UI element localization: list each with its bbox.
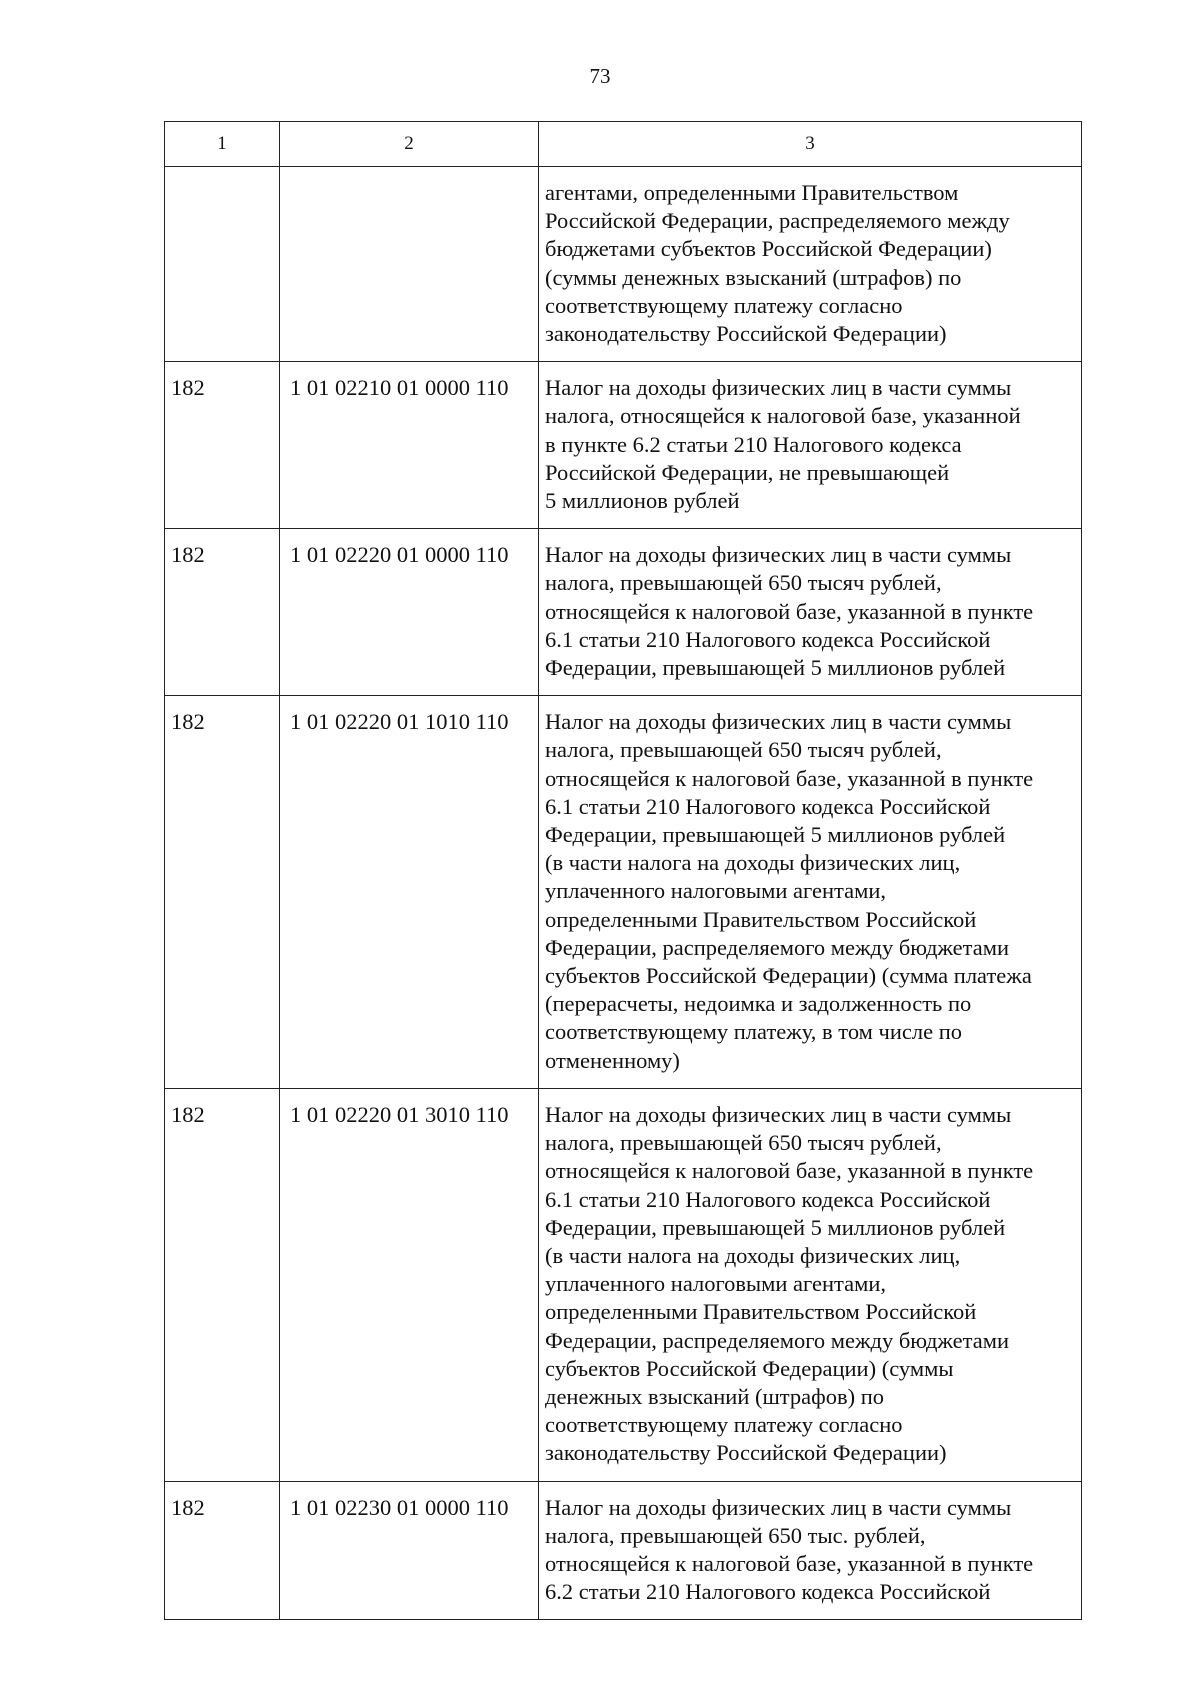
description-line: Налог на доходы физических лиц в части суммы <box>545 375 1012 401</box>
description-line: отмененному) <box>545 1047 680 1073</box>
description-line: Федерации, превышающей 5 миллионов рублей <box>545 822 1006 848</box>
admin-code-cell <box>165 167 280 362</box>
description-line: 6.1 статьи 210 Налогового кодекса Российской <box>545 793 991 819</box>
description-line: налога, относящейся к налоговой базе, указанной <box>545 403 1021 429</box>
description-line: Федерации, превышающей 5 миллионов рублей <box>545 1214 1006 1240</box>
description-line: Налог на доходы физических лиц в части суммы <box>545 709 1012 735</box>
description-line: относящейся к налоговой базе, указанной в пункте <box>545 765 1034 791</box>
budget-code-cell: 1 01 02230 01 0000 110 <box>280 1481 539 1620</box>
description-line: субъектов Российской Федерации) (сумма платежа <box>545 963 1032 989</box>
description-line: Российской Федерации, не превышающей <box>545 459 950 485</box>
description-line: законодательству Российской Федерации) <box>545 1440 947 1466</box>
description-line: 6.1 статьи 210 Налогового кодекса Российской <box>545 1186 991 1212</box>
description-line: определенными Правительством Российской <box>545 1299 977 1325</box>
budget-code-cell <box>280 167 539 362</box>
table-header-row <box>165 122 1082 167</box>
description-line: субъектов Российской Федерации) (суммы <box>545 1355 954 1381</box>
description-line: 5 миллионов рублей <box>545 488 740 514</box>
description-line: законодательству Российской Федерации) <box>545 321 947 347</box>
description-line: (перерасчеты, недоимка и задолженность по <box>545 991 972 1017</box>
description-line: агентами, определенными Правительством <box>545 180 959 205</box>
description-line: относящейся к налоговой базе, указанной в пункте <box>545 1550 1034 1576</box>
description-cell <box>539 1481 1082 1620</box>
description-line: Российской Федерации, распределяемого между <box>545 208 1010 234</box>
description-line: Федерации, превышающей 5 миллионов рублей <box>545 655 1006 681</box>
description-line: соответствующему платежу согласно <box>545 292 903 318</box>
table-row <box>165 362 1082 529</box>
table-row <box>165 529 1082 696</box>
description-line: соответствующему платежу, в том числе по <box>545 1019 962 1045</box>
description-cell <box>539 529 1082 696</box>
description-line: Федерации, распределяемого между бюджетами <box>545 934 1010 960</box>
admin-code-cell: 182 <box>165 529 280 696</box>
description-line: (в части налога на доходы физических лиц, <box>545 1242 961 1268</box>
table-row <box>165 167 1082 362</box>
admin-code-cell: 182 <box>165 1481 280 1620</box>
description-line: налога, превышающей 650 тысяч рублей, <box>545 737 942 763</box>
table-row <box>165 1088 1082 1481</box>
description-line: денежных взысканий (штрафов) по <box>545 1383 885 1409</box>
description-cell <box>539 1088 1082 1481</box>
description-line: Федерации, распределяемого между бюджетами <box>545 1327 1010 1353</box>
budget-code-cell: 1 01 02220 01 1010 110 <box>280 696 539 1089</box>
column-header-1: 1 <box>165 122 280 167</box>
admin-code-cell: 182 <box>165 696 280 1089</box>
column-header-3: 3 <box>539 122 1082 167</box>
description-line: налога, превышающей 650 тысяч рублей, <box>545 570 942 596</box>
budget-classification-table <box>164 121 1082 1620</box>
budget-code-cell: 1 01 02210 01 0000 110 <box>280 362 539 529</box>
budget-code-cell: 1 01 02220 01 0000 110 <box>280 529 539 696</box>
description-line: уплаченного налоговыми агентами, <box>545 1271 886 1297</box>
table-body <box>165 167 1082 1620</box>
description-line: 6.2 статьи 210 Налогового кодекса Российской <box>545 1579 991 1605</box>
table-row <box>165 696 1082 1089</box>
description-line: Налог на доходы физических лиц в части суммы <box>545 542 1012 568</box>
budget-code-cell: 1 01 02220 01 3010 110 <box>280 1088 539 1481</box>
description-line: определенными Правительством Российской <box>545 906 977 932</box>
admin-code-cell: 182 <box>165 362 280 529</box>
description-line: налога, превышающей 650 тысяч рублей, <box>545 1130 942 1156</box>
description-cell <box>539 167 1082 362</box>
description-line: налога, превышающей 650 тыс. рублей, <box>545 1522 926 1548</box>
description-line: бюджетами субъектов Российской Федерации) <box>545 236 992 262</box>
description-line: относящейся к налоговой базе, указанной в пункте <box>545 598 1034 624</box>
description-line: Налог на доходы физических лиц в части суммы <box>545 1494 1012 1520</box>
admin-code-cell: 182 <box>165 1088 280 1481</box>
description-line: уплаченного налоговыми агентами, <box>545 878 886 904</box>
description-line: относящейся к налоговой базе, указанной в пункте <box>545 1158 1034 1184</box>
page-number: 73 <box>589 64 611 88</box>
description-line: соответствующему платежу согласно <box>545 1412 903 1438</box>
description-line: (суммы денежных взысканий (штрафов) по <box>545 264 962 290</box>
table-row <box>165 1481 1082 1620</box>
description-cell <box>539 362 1082 529</box>
description-line: (в части налога на доходы физических лиц, <box>545 850 961 876</box>
description-cell <box>539 696 1082 1089</box>
description-line: в пункте 6.2 статьи 210 Налогового кодекса <box>545 431 962 457</box>
column-header-2: 2 <box>280 122 539 167</box>
description-line: 6.1 статьи 210 Налогового кодекса Российской <box>545 626 991 652</box>
description-line: Налог на доходы физических лиц в части суммы <box>545 1101 1012 1127</box>
